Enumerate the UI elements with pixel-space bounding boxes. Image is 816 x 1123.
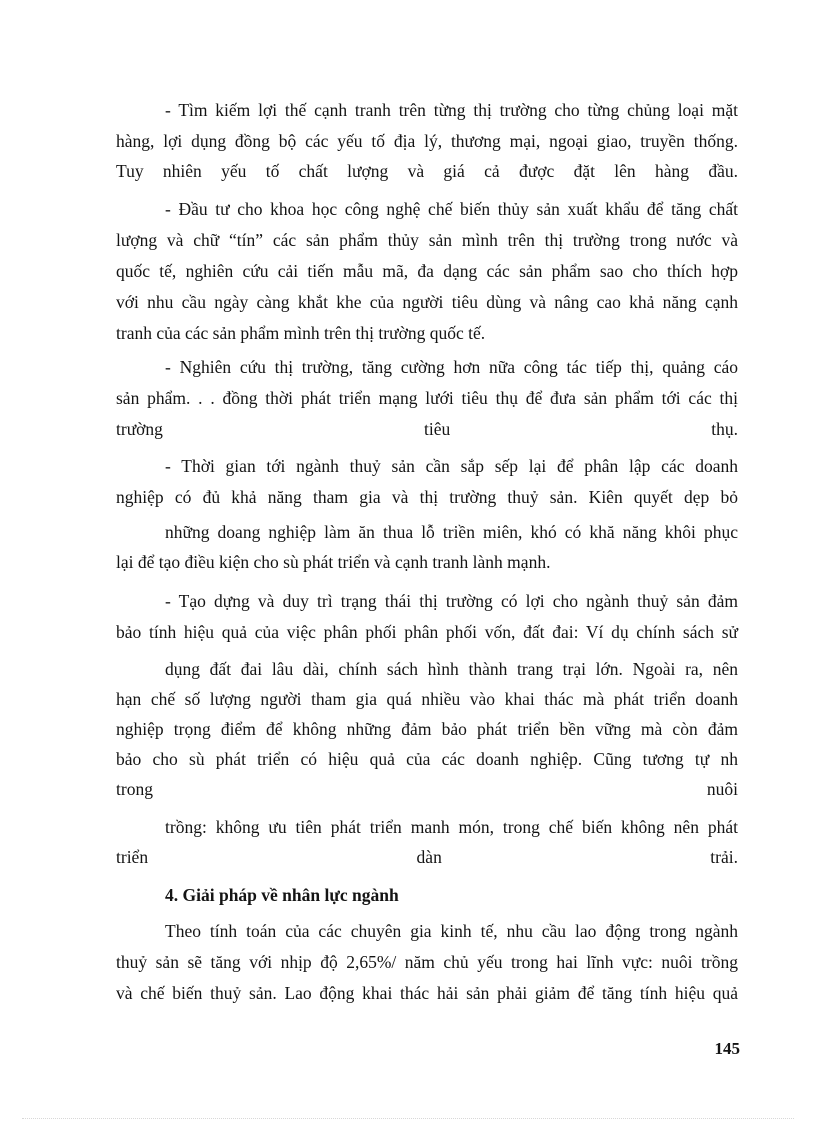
page-number: 145 bbox=[714, 1039, 740, 1058]
text-line: lại để tạo điều kiện cho sù phát triển và cạnh tranh lành mạnh. bbox=[116, 552, 551, 572]
text-line: - Nghiên cứu thị trường, tăng cường hơn nữa công tác tiếp thị, quảng cáo bbox=[165, 357, 738, 377]
page-bottom-divider bbox=[22, 1118, 794, 1119]
text-line: với nhu cầu ngày càng khắt khe của người tiêu dùng và nâng cao khả năng cạnh bbox=[116, 292, 738, 312]
text-line: Theo tính toán của các chuyên gia kinh tế, nhu cầu lao động trong ngành bbox=[165, 921, 738, 941]
text-line: thuỷ sản sẽ tăng với nhịp độ 2,65%/ năm chủ yếu trong hai lĩnh vực: nuôi trồng bbox=[116, 952, 738, 972]
text-line: tranh của các sản phẩm mình trên thị trường quốc tế. bbox=[116, 323, 486, 343]
text-line: bảo tính hiệu quả của việc phân phối phân phối vốn, đất đai: Ví dụ chính sách sử bbox=[116, 622, 738, 642]
text-line: sản phẩm. . . đồng thời phát triển mạng lưới tiêu thụ để đưa sản phẩm tới các thị bbox=[116, 388, 738, 408]
text-line: dụng đất đai lâu dài, chính sách hình thành trang trại lớn. Ngoài ra, nên bbox=[165, 659, 738, 679]
text-line: những doang nghiệp làm ăn thua lỗ triền miên, khó có khă năng khôi phục bbox=[165, 522, 738, 542]
text-line: triển dàn trải. bbox=[116, 847, 738, 867]
text-line: nghiệp trọng điểm để không những đảm bảo phát triển bền vững mà còn đảm bbox=[116, 719, 738, 739]
text-line: trường tiêu thụ. bbox=[116, 419, 738, 439]
text-line: - Tạo dựng và duy trì trạng thái thị trường có lợi cho ngành thuỷ sản đảm bbox=[165, 591, 738, 611]
text-line: bảo cho sù phát triển có hiệu quả của các doanh nghiệp. Cũng tương tự nh bbox=[116, 749, 738, 769]
text-line: hạn chế số lượng người tham gia quá nhiều vào khai thác mà phát triển doanh bbox=[116, 689, 738, 709]
text-line: - Tìm kiếm lợi thế cạnh tranh trên từng thị trường cho từng chủng loại mặt bbox=[165, 100, 738, 120]
text-line: hàng, lợi dụng đồng bộ các yếu tố địa lý, thương mại, ngoại giao, truyền thống. bbox=[116, 131, 738, 151]
text-line: Tuy nhiên yếu tố chất lượng và giá cả được đặt lên hàng đầu. bbox=[116, 161, 738, 181]
text-line: trong nuôi bbox=[116, 779, 738, 799]
section-heading: 4. Giải pháp về nhân lực ngành bbox=[165, 885, 399, 905]
text-line: - Thời gian tới ngành thuỷ sản cần sắp sếp lại để phân lập các doanh bbox=[165, 456, 738, 476]
text-line: lượng và chữ “tín” các sản phẩm thủy sản mình trên thị trường trong nước và bbox=[116, 230, 738, 250]
text-line: - Đầu tư cho khoa học công nghệ chế biến thủy sản xuất khẩu để tăng chất bbox=[165, 199, 738, 219]
text-line: và chế biến thuỷ sản. Lao động khai thác hải sản phải giảm để tăng tính hiệu quả bbox=[116, 983, 738, 1003]
text-line: quốc tế, nghiên cứu cải tiến mẫu mã, đa dạng các sản phẩm sao cho thích hợp bbox=[116, 261, 738, 281]
text-line: trồng: không ưu tiên phát triển manh món, trong chế biến không nên phát bbox=[165, 817, 738, 837]
text-line: nghiệp có đủ khả năng tham gia và thị trường thuỷ sản. Kiên quyết dẹp bỏ bbox=[116, 487, 738, 507]
